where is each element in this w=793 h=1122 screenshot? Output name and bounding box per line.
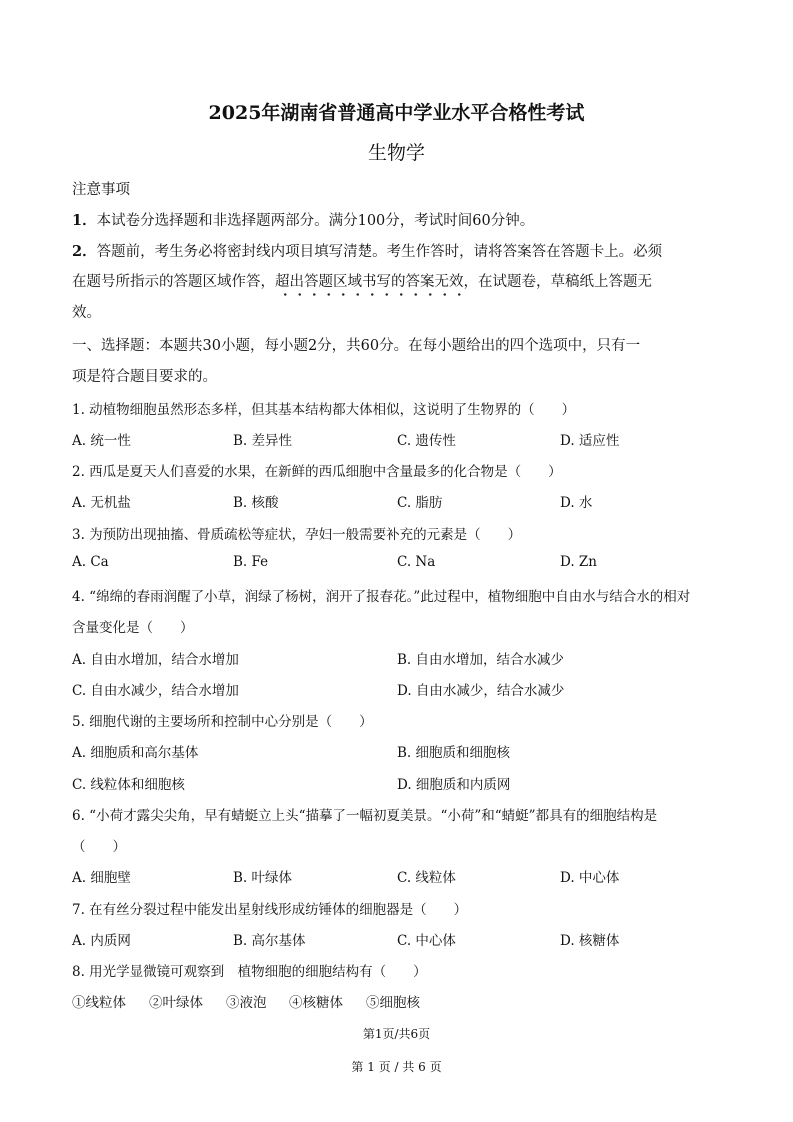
- section-1-instruction-line-2: 项是符合题目要求的。: [72, 369, 217, 385]
- question-8-choice-4: ④核糖体: [289, 995, 343, 1011]
- question-3-stem: 3. 为预防出现抽搐、骨质疏松等症状，孕妇一般需要补充的元素是（ ）: [72, 527, 522, 543]
- question-5-option-c: C. 线粒体和细胞核: [72, 777, 185, 793]
- question-2-option-a: A. 无机盐: [72, 495, 131, 511]
- question-1-option-b: B. 差异性: [233, 433, 293, 449]
- question-8-stem: 8. 用光学显微镜可观察到 植物细胞的细胞结构有（ ）: [72, 964, 427, 980]
- question-5-option-b: B. 细胞质和细胞核: [397, 745, 511, 761]
- exam-subject: 生物学: [367, 142, 425, 164]
- question-2-option-b: B. 核酸: [233, 495, 279, 511]
- question-6-option-d: D. 中心体: [560, 870, 620, 886]
- question-4-stem-line-2: 含量变化是（ ）: [72, 620, 194, 636]
- question-3-option-b: B. Fe: [233, 554, 269, 570]
- notice-item-2-line-3: 效。: [72, 305, 101, 321]
- question-3-option-a: A. Ca: [72, 554, 109, 570]
- question-8-choice-1: ①线粒体: [72, 995, 126, 1011]
- question-6-option-a: A. 细胞壁: [72, 870, 131, 886]
- question-7-option-d: D. 核糖体: [560, 933, 620, 949]
- page-number-inner: 第1页/共6页: [362, 1027, 431, 1041]
- question-7-option-b: B. 高尔基体: [233, 933, 306, 949]
- question-1-stem: 1. 动植物细胞虽然形态多样，但其基本结构都大体相似，这说明了生物界的（ ）: [72, 402, 576, 418]
- question-1-option-c: C. 遗传性: [397, 433, 456, 449]
- question-6-option-b: B. 叶绿体: [233, 870, 293, 886]
- question-1-option-a: A. 统一性: [72, 433, 131, 449]
- notice-heading: 注意事项: [72, 182, 130, 198]
- question-8-choice-2: ②叶绿体: [149, 995, 203, 1011]
- page-number-outer: 第 1 页 / 共 6 页: [351, 1060, 442, 1074]
- question-3-option-c: C. Na: [397, 554, 436, 570]
- question-4-option-b: B. 自由水增加，结合水减少: [397, 652, 565, 668]
- question-5-stem: 5. 细胞代谢的主要场所和控制中心分别是（ ）: [72, 714, 373, 730]
- question-2-option-d: D. 水: [560, 495, 593, 511]
- exam-title: 2025年湖南省普通高中学业水平合格性考试: [208, 102, 585, 124]
- question-4-stem-line-1: 4. “绵绵的春雨润醒了小草，润绿了杨树，润开了报春花。”此过程中，植物细胞中自由水与结合水的相对: [72, 589, 691, 605]
- question-4-option-d: D. 自由水减少，结合水减少: [397, 683, 565, 699]
- question-7-option-c: C. 中心体: [397, 933, 456, 949]
- notice-item-1-text: 本试卷分选择题和非选择题两部分。满分100分，考试时间60分钟。: [96, 213, 535, 229]
- question-5-option-d: D. 细胞质和内质网: [397, 777, 511, 793]
- question-3-option-d: D. Zn: [560, 554, 597, 570]
- question-7-option-a: A. 内质网: [72, 933, 131, 949]
- notice-item-1-number: 1．: [72, 212, 97, 229]
- question-2-stem: 2. 西瓜是夏天人们喜爱的水果，在新鲜的西瓜细胞中含量最多的化合物是（ ）: [72, 464, 562, 480]
- question-1-option-d: D. 适应性: [560, 433, 620, 449]
- emphasized-warning: 超出答题区域书写的答案无效: [275, 274, 464, 297]
- question-6-stem-line-1: 6. “小荷才露尖尖角，早有蜻蜓立上头“描摹了一幅初夏美景。“小荷”和“蜻蜓”都具有的细胞结构是: [72, 808, 658, 824]
- question-8-choice-3: ③液泡: [226, 995, 267, 1011]
- notice-item-2-text-a: 在题号所指示的答题区域作答，: [72, 274, 275, 290]
- notice-item-2-line-2: [72, 270, 652, 291]
- question-6-option-c: C. 线粒体: [397, 870, 456, 886]
- question-5-option-a: A. 细胞质和高尔基体: [72, 745, 199, 761]
- question-4-option-a: A. 自由水增加，结合水增加: [72, 652, 239, 668]
- notice-item-2-line-1: [72, 240, 662, 261]
- notice-item-2-number: 2．: [72, 243, 97, 260]
- question-2-option-c: C. 脂肪: [397, 495, 443, 511]
- question-6-stem-line-2: （ ）: [72, 839, 126, 855]
- section-1-instruction-line-1: 一、选择题：本题共30小题，每小题2分，共60分。在每小题给出的四个选项中，只有一: [72, 338, 641, 354]
- question-8-choice-5: ⑤细胞核: [366, 995, 420, 1011]
- notice-item-2-text-b: ，在试题卷，草稿纸上答题无: [463, 274, 652, 290]
- notice-item-1: [72, 209, 534, 230]
- question-4-option-c: C. 自由水减少，结合水增加: [72, 683, 239, 699]
- notice-item-2-text: 答题前，考生务必将密封线内项目填写清楚。考生作答时，请将答案答在答题卡上。必须: [96, 244, 663, 260]
- question-7-stem: 7. 在有丝分裂过程中能发出星射线形成纺锤体的细胞器是（ ）: [72, 902, 468, 918]
